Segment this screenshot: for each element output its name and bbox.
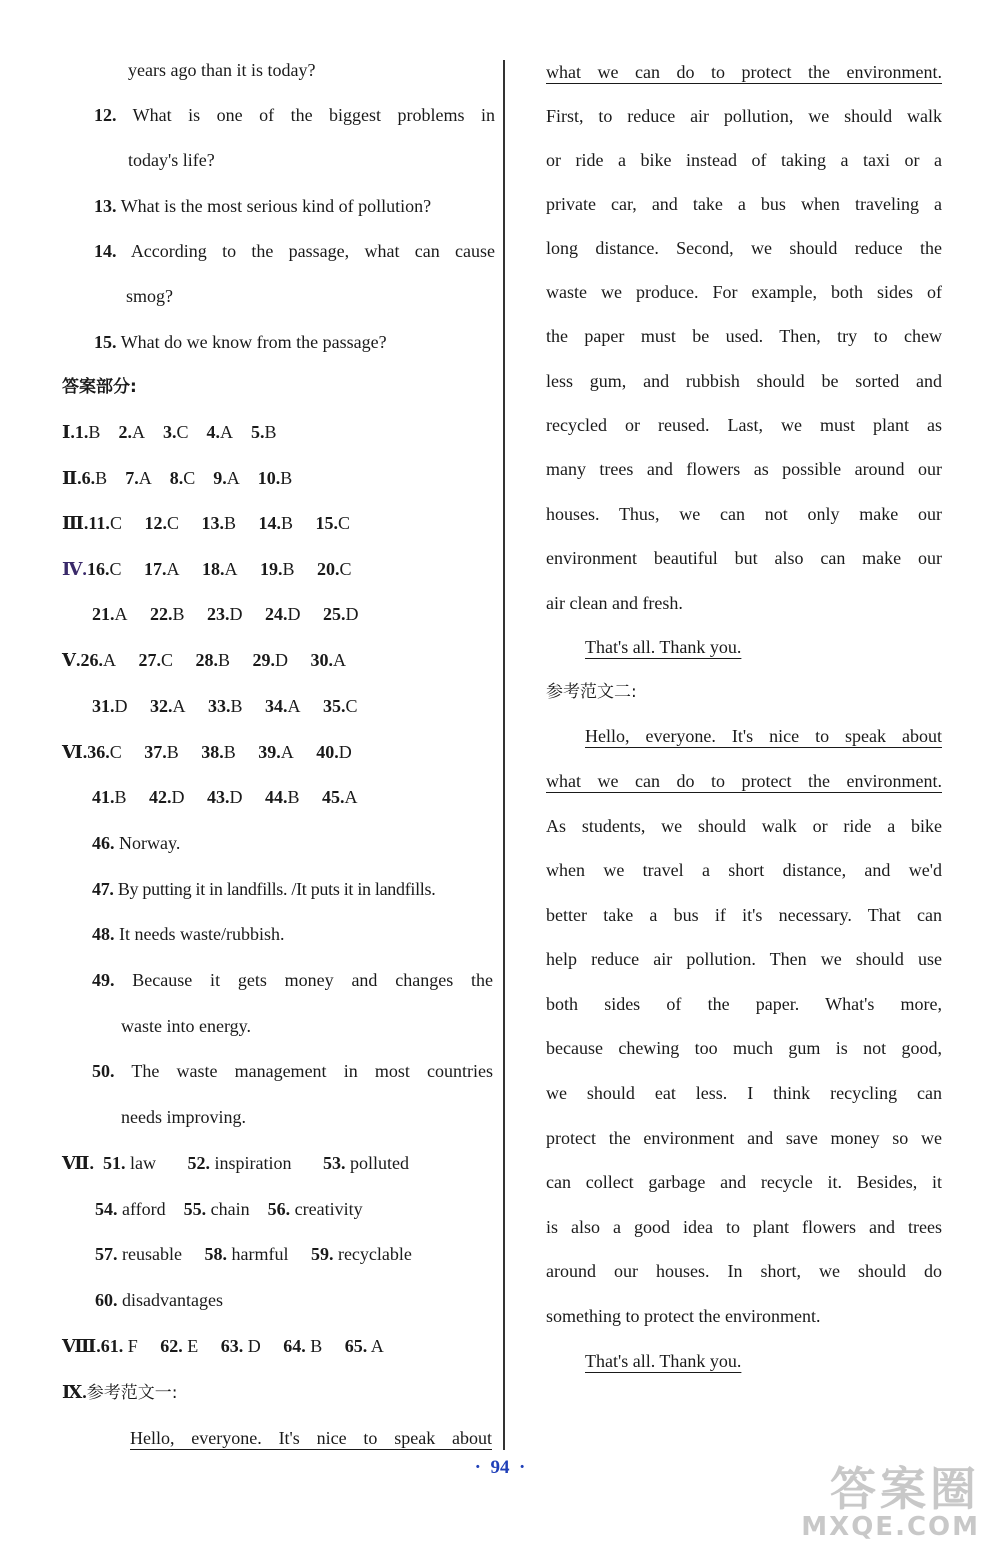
answer-48: 48. It needs waste/rubbish. <box>92 924 285 944</box>
essay-2-closing: That's all. Thank you. <box>585 1351 742 1371</box>
essay-1-line: recycled or reused. Last, we must plant as <box>546 415 942 435</box>
answer-row-section-4a: Ⅳ.16.C 17.A 18.A 19.B 20.C <box>62 559 352 579</box>
answer-46: 46. Norway. <box>92 833 181 853</box>
essay-1-line: First, to reduce air pollution, we should walk <box>546 106 942 126</box>
essay-2-heading: 参考范文二: <box>546 682 637 702</box>
answer-row-section-7c: 57. reusable 58. harmful 59. recyclable <box>95 1244 412 1264</box>
answer-row-section-6b: 41.B 42.D 43.D 44.B 45.A <box>92 787 358 807</box>
answer-50-line2: needs improving. <box>121 1107 246 1127</box>
answer-50-line1: 50. The waste management in most countries <box>92 1061 493 1081</box>
watermark-url: MXQE.COM <box>801 1512 980 1542</box>
essay-1-line: houses. Thus, we can not only make our <box>546 504 942 524</box>
essay-2-line: we should eat less. I think recycling can <box>546 1083 942 1103</box>
question-13: 13. What is the most serious kind of pollution? <box>94 196 432 216</box>
answer-row-section-2: Ⅱ.6.B 7.A 8.C 9.A 10.B <box>62 468 293 488</box>
question-14-line1: 14. According to the passage, what can cause <box>94 241 495 261</box>
question-11-continuation: years ago than it is today? <box>128 60 316 80</box>
essay-1-line: long distance. Second, we should reduce the <box>546 238 942 258</box>
answer-row-section-1: Ⅰ.1.B 2.A 3.C 4.A 5.B <box>62 422 277 442</box>
answer-row-section-5a: Ⅴ.26.A 27.C 28.B 29.D 30.A <box>62 650 346 670</box>
watermark-logo <box>801 1462 980 1542</box>
essay-2-line: is also a good idea to plant flowers and trees <box>546 1217 942 1237</box>
essay-1-line: private car, and take a bus when traveling a <box>546 194 942 214</box>
answer-49-line2: waste into energy. <box>121 1016 251 1036</box>
answers-heading: 答案部分: <box>62 377 137 397</box>
essay-2-line: something to protect the environment. <box>546 1306 821 1326</box>
essay-2-line: Hello, everyone. It's nice to speak about <box>585 726 942 746</box>
essay-1-line: the paper must be used. Then, try to chew <box>546 326 942 346</box>
essay-2-line: can collect garbage and recycle it. Besides, it <box>546 1172 942 1192</box>
answer-row-section-3: Ⅲ.11.C 12.C 13.B 14.B 15.C <box>62 513 351 533</box>
answer-row-section-7b: 54. afford 55. chain 56. creativity <box>95 1199 363 1219</box>
essay-2-line: better take a bus if it's necessary. That can <box>546 905 942 925</box>
answer-49-line1: 49. Because it gets money and changes the <box>92 970 493 990</box>
essay-2-line: because chewing too much gum is not good, <box>546 1038 942 1058</box>
essay-1-line: air clean and fresh. <box>546 593 683 613</box>
essay-1-line: waste we produce. For example, both sides of <box>546 282 942 302</box>
watermark-title: 答案圈 <box>830 1462 980 1516</box>
essay-2-line: help reduce air pollution. Then we should use <box>546 949 942 969</box>
column-divider <box>503 60 505 1450</box>
essay-2-line: when we travel a short distance, and we'd <box>546 860 942 880</box>
question-12-line1: 12. What is one of the biggest problems in <box>94 105 495 125</box>
essay-1-line: environment beautiful but also can make our <box>546 548 942 568</box>
answer-row-section-5b: 31.D 32.A 33.B 34.A 35.C <box>92 696 358 716</box>
question-14-line2: smog? <box>126 286 173 306</box>
question-15: 15. What do we know from the passage? <box>94 332 387 352</box>
essay-2-line: As students, we should walk or ride a bike <box>546 816 942 836</box>
question-12-line2: today's life? <box>128 150 215 170</box>
essay-1-opening: Hello, everyone. It's nice to speak about <box>130 1428 492 1448</box>
essay-1-line: what we can do to protect the environment. <box>546 62 942 82</box>
essay-1-closing: That's all. Thank you. <box>585 637 742 657</box>
answer-row-section-8: Ⅷ.61. F 62. E 63. D 64. B 65. A <box>62 1336 384 1356</box>
essay-1-line: many trees and flowers as possible around our <box>546 459 942 479</box>
answer-row-section-4b: 21.A 22.B 23.D 24.D 25.D <box>92 604 359 624</box>
essay-1-heading: Ⅸ.参考范文一: <box>62 1382 178 1403</box>
essay-2-line: what we can do to protect the environment. <box>546 771 942 791</box>
essay-1-line: or ride a bike instead of taking a taxi or a <box>546 150 942 170</box>
essay-2-line: protect the environment and save money so we <box>546 1128 942 1148</box>
answer-row-section-7d: 60. disadvantages <box>95 1290 223 1310</box>
answer-row-section-6a: Ⅵ.36.C 37.B 38.B 39.A 40.D <box>62 742 352 762</box>
answer-47: 47. By putting it in landfills. /It puts it in landfills. <box>92 879 436 899</box>
essay-1-line: less gum, and rubbish should be sorted and <box>546 371 942 391</box>
essay-2-line: both sides of the paper. What's more, <box>546 994 942 1014</box>
page-number: · 94 · <box>474 1457 526 1478</box>
essay-2-line: around our houses. In short, we should do <box>546 1261 942 1281</box>
answer-row-section-7a: Ⅶ. 51. law 52. inspiration 53. polluted <box>62 1153 409 1173</box>
